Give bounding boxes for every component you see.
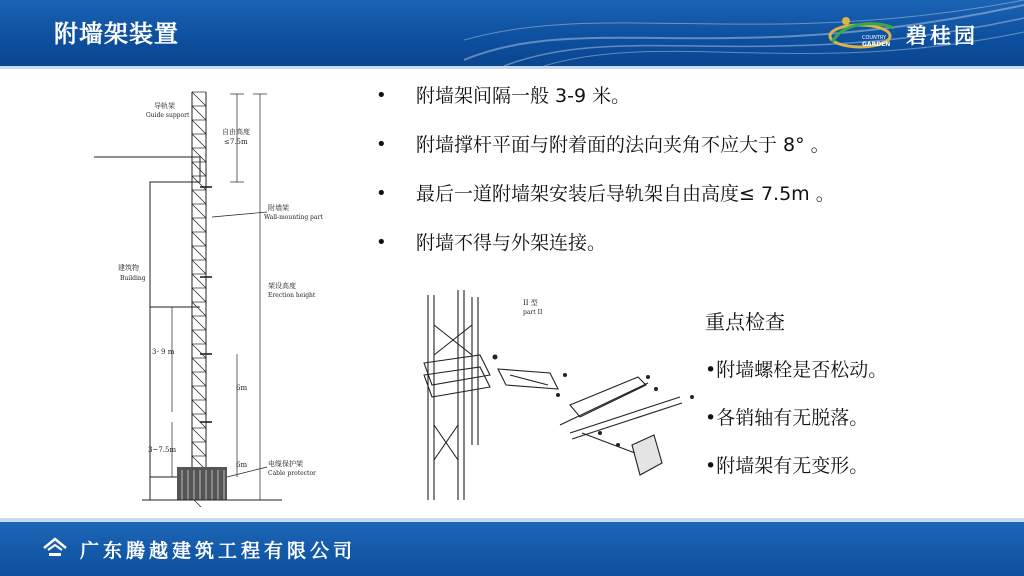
- label-wall-part-en: Wall-mounting part: [264, 214, 323, 221]
- inspection-list: [705, 354, 887, 498]
- list-item: •附墙架有无变形。: [705, 455, 869, 477]
- label-span-6m-a: 6m: [236, 384, 248, 392]
- label-cable-en: Cable protector: [268, 470, 316, 477]
- label-building-cn: 建筑物: [118, 264, 139, 272]
- logo-small-garden: GARDEN: [862, 41, 891, 48]
- label-cable-cn: 电缆保护架: [268, 460, 303, 468]
- company-house-icon: [42, 536, 68, 560]
- logo-small-country: COUNTRY: [862, 35, 887, 41]
- list-item: •附墙螺栓是否松动。: [705, 359, 888, 381]
- bullet-dot: •: [376, 85, 387, 106]
- label-building-en: Building: [120, 275, 146, 282]
- label-part-type-cn: II 型: [523, 299, 538, 307]
- bullet-dot: •: [376, 134, 387, 155]
- label-guide-support-cn: 导轨架: [154, 102, 175, 110]
- requirement-text: 附墙不得与外架连接。: [416, 232, 607, 254]
- bullet-dot: •: [376, 183, 387, 204]
- inspection-title: 重点检查: [705, 310, 785, 334]
- header-divider: [0, 66, 1024, 69]
- list-item: [376, 80, 976, 129]
- label-wall-part-cn: 附墙架: [268, 204, 289, 212]
- company-logo: [824, 12, 994, 56]
- label-erection-cn: 架设高度: [268, 282, 296, 290]
- page-title: 附墙架装置: [54, 20, 179, 48]
- label-guide-support-en: Guide support: [146, 112, 190, 119]
- requirement-text: 附墙撑杆平面与附着面的法向夹角不应大于 8° 。: [416, 134, 830, 156]
- mast-lattice: [192, 92, 206, 507]
- list-item: [376, 178, 976, 227]
- logo-name: 碧桂园: [906, 24, 978, 48]
- label-part-type-en: part II: [523, 309, 543, 316]
- logo-emblem-icon: [824, 12, 904, 56]
- mast-elevation-diagram: [82, 82, 342, 507]
- label-span-6m-b: 6m: [236, 461, 248, 469]
- bullet-dot: •: [376, 232, 387, 253]
- label-free-height: 自由高度: [222, 128, 250, 136]
- label-erection-en: Erection height: [268, 292, 316, 299]
- requirement-text: 最后一道附墙架安装后导轨架自由高度≤ 7.5m 。: [416, 183, 835, 205]
- cable-protector: [177, 467, 227, 500]
- label-span-3-9: 3- 9 m: [152, 348, 175, 356]
- header-bar: [0, 0, 1024, 66]
- list-item: [376, 129, 976, 178]
- company-name: 广东腾越建筑工程有限公司: [80, 540, 357, 562]
- wall-tie-assembly-diagram: [410, 285, 708, 505]
- requirement-text: 附墙架间隔一般 3-9 米。: [416, 85, 631, 107]
- list-item: •各销轴有无脱落。: [705, 407, 869, 429]
- label-span-3-75: 3~7.5m: [148, 446, 177, 454]
- footer-bar: [0, 522, 1024, 576]
- list-item: [376, 227, 976, 276]
- requirements-list: [376, 80, 976, 276]
- label-free-height-value: ≤7.5m: [224, 138, 248, 146]
